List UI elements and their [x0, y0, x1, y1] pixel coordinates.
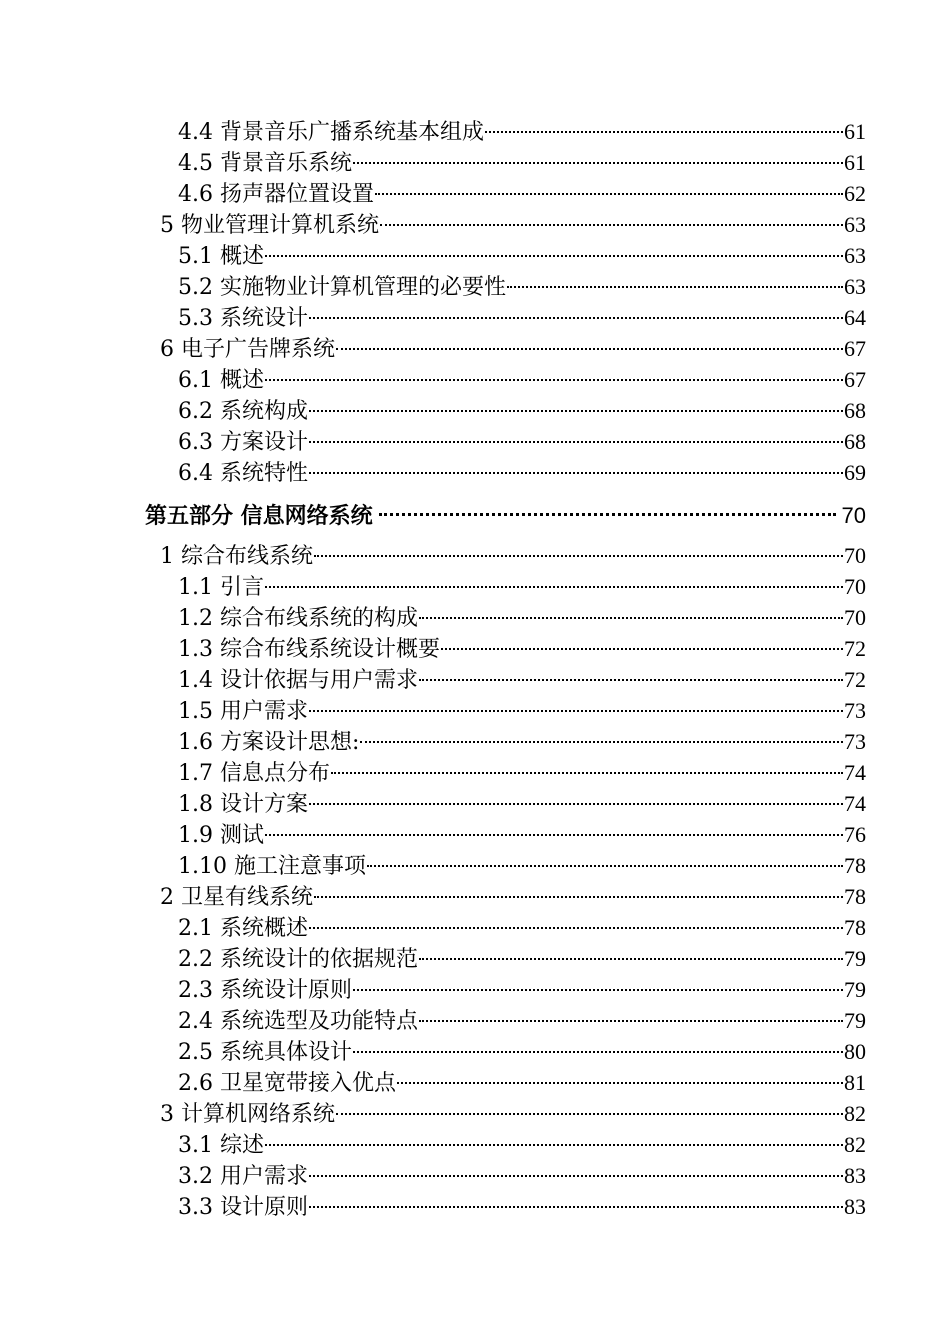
toc-entry-title: 6.1 概述: [178, 368, 264, 393]
dot-leader: [380, 224, 843, 226]
dot-leader: [336, 1113, 843, 1115]
toc-entry-title: 1 综合布线系统: [160, 544, 313, 569]
toc-entry-title: 6.3 方案设计: [178, 430, 308, 455]
toc-entry[interactable]: [0, 850, 950, 881]
toc-page-number: 62: [844, 181, 866, 206]
toc-page-number: 82: [844, 1101, 866, 1126]
toc-entry-title: 4.4 背景音乐广播系统基本组成: [178, 120, 484, 145]
toc-page-number: 70: [844, 543, 866, 568]
toc-page-number: 63: [844, 243, 866, 268]
toc-page-number: 64: [844, 305, 866, 330]
dot-leader: [375, 193, 843, 195]
toc-page-number: 81: [844, 1070, 866, 1095]
toc-entry[interactable]: [0, 1160, 950, 1191]
toc-page-number: 70: [844, 605, 866, 630]
dot-leader: [265, 586, 843, 588]
toc-page-number: 69: [844, 460, 866, 485]
toc-page-number: 67: [844, 367, 866, 392]
toc-entry-title: 3 计算机网络系统: [160, 1102, 335, 1127]
toc-entry[interactable]: [0, 974, 950, 1005]
toc-entry-title: 1.4 设计依据与用户需求: [178, 668, 418, 693]
toc-page-number: 83: [844, 1194, 866, 1219]
toc-page-number: 78: [844, 853, 866, 878]
toc-page-number: 63: [844, 274, 866, 299]
toc-page-number: 74: [844, 760, 866, 785]
toc-page-number: 78: [844, 884, 866, 909]
toc-page-number: 61: [844, 119, 866, 144]
dot-leader: [367, 865, 843, 867]
toc-entry[interactable]: [0, 540, 950, 571]
toc-entry-title: 4.5 背景音乐系统: [178, 151, 352, 176]
toc-page-number: 73: [844, 698, 866, 723]
dot-leader: [309, 1175, 843, 1177]
toc-entry-title: 3.3 设计原则: [178, 1195, 308, 1220]
toc-entry-title: 1.10 施工注意事项: [178, 854, 366, 879]
dot-leader: [353, 989, 843, 991]
toc-entry[interactable]: [0, 571, 950, 602]
toc-page-number: 74: [844, 791, 866, 816]
toc-page-number: 67: [844, 336, 866, 361]
toc-entry-title: 6 电子广告牌系统: [160, 337, 335, 362]
dot-leader: [397, 1082, 843, 1084]
toc-page-number: 63: [844, 212, 866, 237]
toc-page-number: 61: [844, 150, 866, 175]
toc-entry-title: 3.2 用户需求: [178, 1164, 308, 1189]
toc-entry-title: 1.5 用户需求: [178, 699, 308, 724]
dot-leader: [379, 513, 836, 516]
toc-entry[interactable]: [0, 757, 950, 788]
toc-entry[interactable]: [0, 633, 950, 664]
toc-entry[interactable]: [0, 788, 950, 819]
dot-leader: [353, 1051, 843, 1053]
toc-entry[interactable]: [0, 912, 950, 943]
dot-leader: [309, 927, 843, 929]
dot-leader: [314, 896, 843, 898]
toc-entry[interactable]: [0, 302, 950, 333]
dot-leader: [419, 679, 843, 681]
toc-entry[interactable]: [0, 271, 950, 302]
toc-entry-title: 6.4 系统特性: [178, 461, 308, 486]
toc-entry-title: 2.3 系统设计原则: [178, 978, 352, 1003]
dot-leader: [419, 958, 843, 960]
toc-page-number: 68: [844, 398, 866, 423]
toc-entry-title: 1.2 综合布线系统的构成: [178, 606, 418, 631]
dot-leader: [309, 472, 843, 474]
toc-entry-title: 2.4 系统选型及功能特点: [178, 1009, 418, 1034]
toc-entry[interactable]: [0, 943, 950, 974]
toc-entry[interactable]: [0, 426, 950, 457]
toc-entry[interactable]: [0, 240, 950, 271]
dot-leader: [507, 286, 843, 288]
toc-entry-title: 1.7 信息点分布: [178, 761, 330, 786]
toc-entry[interactable]: [0, 147, 950, 178]
toc-entry-title: 1.1 引言: [178, 575, 264, 600]
toc-page-number: 73: [844, 729, 866, 754]
toc-entry[interactable]: [0, 457, 950, 488]
toc-entry[interactable]: [0, 209, 950, 240]
dot-leader: [331, 772, 843, 774]
toc-entry[interactable]: [0, 695, 950, 726]
toc-page-number: 70: [844, 574, 866, 599]
toc-page-number: 72: [844, 636, 866, 661]
dot-leader: [265, 834, 843, 836]
toc-entry-title: 2.2 系统设计的依据规范: [178, 947, 418, 972]
toc-entry[interactable]: [0, 819, 950, 850]
dot-leader: [309, 803, 843, 805]
toc-entry-title: 5 物业管理计算机系统: [160, 213, 379, 238]
dot-leader: [419, 1020, 843, 1022]
dot-leader: [309, 410, 843, 412]
toc-entry[interactable]: [0, 178, 950, 209]
dot-leader: [353, 162, 843, 164]
table-of-contents: [0, 116, 950, 1222]
toc-page-number: 78: [844, 915, 866, 940]
toc-page-number: 80: [844, 1039, 866, 1064]
dot-leader: [360, 741, 843, 743]
toc-entry[interactable]: [0, 333, 950, 364]
toc-entry-title: 2 卫星有线系统: [160, 885, 313, 910]
toc-entry-title: 第五部分 信息网络系统: [145, 504, 373, 529]
toc-page-number: 79: [844, 946, 866, 971]
dot-leader: [265, 379, 843, 381]
toc-entry[interactable]: [0, 364, 950, 395]
dot-leader: [419, 617, 843, 619]
toc-entry[interactable]: [0, 1005, 950, 1036]
toc-page-number: 70: [841, 503, 866, 528]
toc-entry[interactable]: [0, 664, 950, 695]
toc-page-number: 83: [844, 1163, 866, 1188]
toc-entry[interactable]: [0, 726, 950, 757]
toc-entry[interactable]: [0, 1098, 950, 1129]
toc-entry-title: 1.3 综合布线系统设计概要: [178, 637, 440, 662]
dot-leader: [265, 255, 843, 257]
dot-leader: [309, 710, 843, 712]
dot-leader: [314, 555, 843, 557]
dot-leader: [441, 648, 843, 650]
dot-leader: [336, 348, 843, 350]
toc-entry-title: 5.1 概述: [178, 244, 264, 269]
toc-entry-title: 5.3 系统设计: [178, 306, 308, 331]
toc-entry[interactable]: [0, 1036, 950, 1067]
toc-page-number: 82: [844, 1132, 866, 1157]
toc-page-number: 79: [844, 977, 866, 1002]
toc-entry-title: 5.2 实施物业计算机管理的必要性: [178, 275, 506, 300]
dot-leader: [485, 131, 843, 133]
toc-part-heading[interactable]: [0, 492, 950, 539]
toc-entry[interactable]: [0, 602, 950, 633]
toc-entry-title: 6.2 系统构成: [178, 399, 308, 424]
toc-page-number: 68: [844, 429, 866, 454]
toc-page-number: 79: [844, 1008, 866, 1033]
toc-entry[interactable]: [0, 881, 950, 912]
toc-entry[interactable]: [0, 395, 950, 426]
toc-entry[interactable]: [0, 1067, 950, 1098]
toc-entry-title: 1.8 设计方案: [178, 792, 308, 817]
dot-leader: [265, 1144, 843, 1146]
toc-page-number: 72: [844, 667, 866, 692]
toc-entry[interactable]: [0, 1191, 950, 1222]
toc-entry-title: 2.6 卫星宽带接入优点: [178, 1071, 396, 1096]
toc-entry[interactable]: [0, 116, 950, 147]
dot-leader: [309, 1206, 843, 1208]
dot-leader: [309, 441, 843, 443]
toc-entry-title: 4.6 扬声器位置设置: [178, 182, 374, 207]
toc-entry-title: 2.1 系统概述: [178, 916, 308, 941]
toc-entry-title: 1.6 方案设计思想:: [178, 730, 360, 755]
toc-page-number: 76: [844, 822, 866, 847]
toc-entry-title: 1.9 测试: [178, 823, 264, 848]
toc-entry-title: 2.5 系统具体设计: [178, 1040, 352, 1065]
toc-entry[interactable]: [0, 1129, 950, 1160]
toc-entry-title: 3.1 综述: [178, 1133, 264, 1158]
dot-leader: [309, 317, 843, 319]
